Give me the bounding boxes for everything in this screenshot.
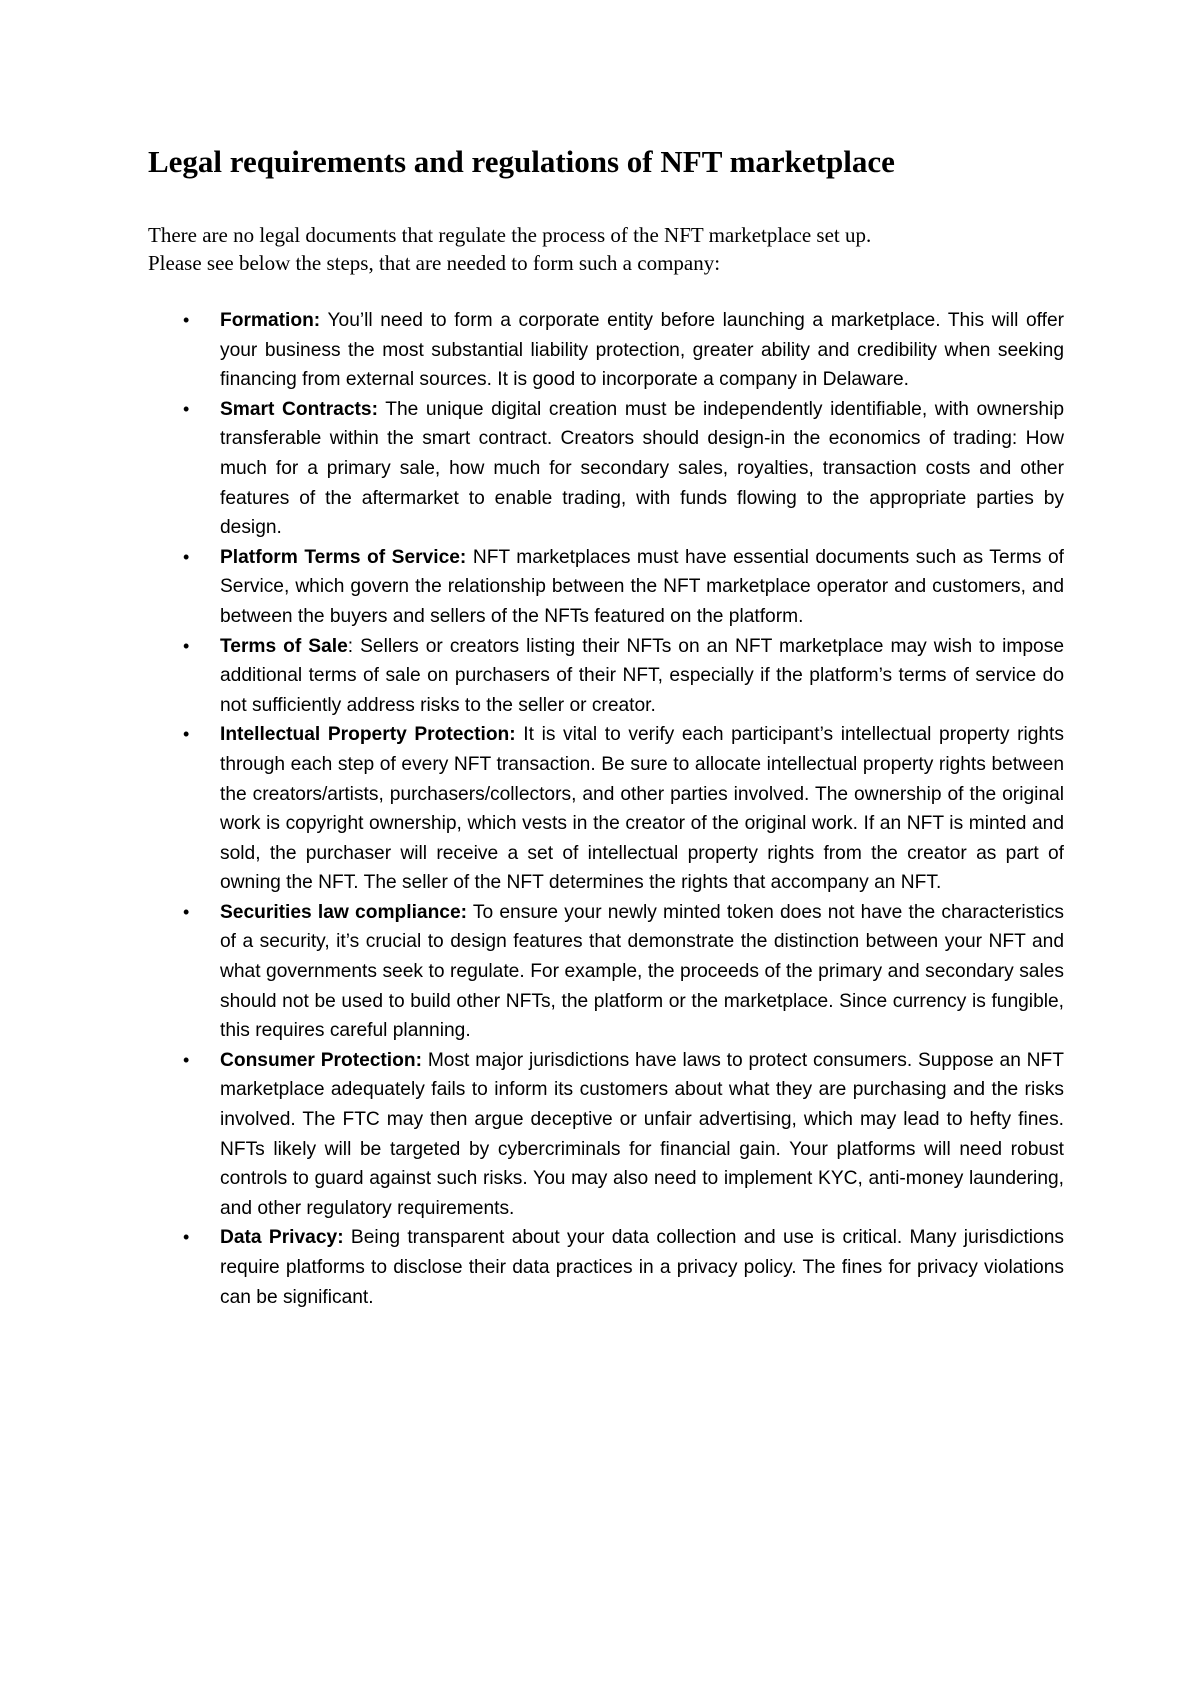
bullet-icon: • [183, 310, 190, 330]
intro-line: Please see below the steps, that are needed to form such a company: [148, 251, 721, 275]
item-text: Being transparent about your data collection and use is critical. Many jurisdictions require platforms to disclose their data practices in a privacy policy. The fines for privacy violations can be significant. [220, 1227, 1064, 1308]
bullet-icon: • [183, 901, 190, 922]
document-title: Legal requirements and regulations of NFT marketplace [148, 144, 895, 179]
list-item-terms-of-sale [148, 632, 1064, 721]
item-term: Terms of Sale [220, 635, 348, 657]
list-item-data-privacy [148, 1223, 1064, 1312]
item-term: Data Privacy: [220, 1227, 344, 1249]
item-term: Formation: [220, 310, 321, 331]
list-item-platform-terms [148, 543, 1064, 632]
item-term: Platform Terms of Service: [220, 546, 467, 568]
item-text: It is vital to verify each participant’s intellectual property rights through each step of every NFT transaction. Be sure to allocate intellectual property rights between the creators/artists, purchasers/collectors, and other parties involved. The ownership of the original work is copyright ownership, which vests in the creator of the original work. If an NFT is minted and sold, the purchaser will receive a set of intellectual property rights from the creator as part of owning the NFT. The seller of the NFT determines the rights that accompany an NFT. [220, 724, 1064, 894]
list-item-consumer-protection [148, 1046, 1064, 1224]
item-text: To ensure your newly minted token does not have the characteristics of a security, it’s crucial to design features that demonstrate the distinction between your NFT and what governments seek to regulate. For example, the proceeds of the primary and secondary sales should not be used to build other NFTs, the platform or the marketplace. Since currency is fungible, this requires careful planning. [220, 901, 1065, 1042]
item-term: Consumer Protection: [220, 1049, 422, 1071]
item-text: NFT marketplaces must have essential documents such as Terms of Service, which govern the relationship between the NFT marketplace operator and customers, and between the buyers and sellers of the NFTs featured on the platform. [220, 546, 1064, 627]
bullet-icon: • [183, 635, 190, 656]
bullet-icon: • [183, 398, 190, 419]
bullet-icon: • [183, 1227, 190, 1248]
item-text: You’ll need to form a corporate entity before launching a marketplace. This will offer your business the most substantial liability protection, greater ability and credibility when seeking financing from external sources. It is good to incorporate a company in Delaware. [220, 310, 1065, 391]
item-term: Securities law compliance: [220, 901, 468, 923]
list-item-formation [148, 306, 1064, 395]
list-item-ip-protection [148, 720, 1064, 898]
item-term: Intellectual Property Protection: [220, 724, 516, 746]
intro-line: There are no legal documents that regulate the process of the NFT marketplace set up. [148, 223, 872, 247]
item-term: Smart Contracts: [220, 398, 378, 420]
list-item-smart-contracts [148, 395, 1064, 543]
item-text: Most major jurisdictions have laws to protect consumers. Suppose an NFT marketplace adequately fails to inform its customers about what they are purchasing and the risks involved. The FTC may then argue deceptive or unfair advertising, which may lead to hefty fines. NFTs likely will be targeted by cybercriminals for financial gain. Your platforms will need robust controls to guard against such risks. You may also need to implement KYC, anti-money laundering, and other regulatory requirements. [220, 1049, 1064, 1219]
intro-paragraph [148, 221, 1108, 277]
item-text: The unique digital creation must be independently identifiable, with ownership transferable within the smart contract. Creators should design-in the economics of trading: How much for a primary sale, how much for secondary sales, royalties, transaction costs and other features of the aftermarket to enable trading, with funds flowing to the appropriate parties by design. [220, 398, 1065, 539]
bullet-icon: • [183, 724, 190, 745]
requirements-list [148, 306, 1064, 1312]
item-text: : Sellers or creators listing their NFTs on an NFT marketplace may wish to impose additional terms of sale on purchasers of their NFT, especially if the platform’s terms of service do not sufficiently address risks to the seller or creator. [220, 635, 1064, 716]
bullet-icon: • [183, 1049, 190, 1070]
bullet-icon: • [183, 546, 190, 567]
list-item-securities-law [148, 898, 1064, 1046]
